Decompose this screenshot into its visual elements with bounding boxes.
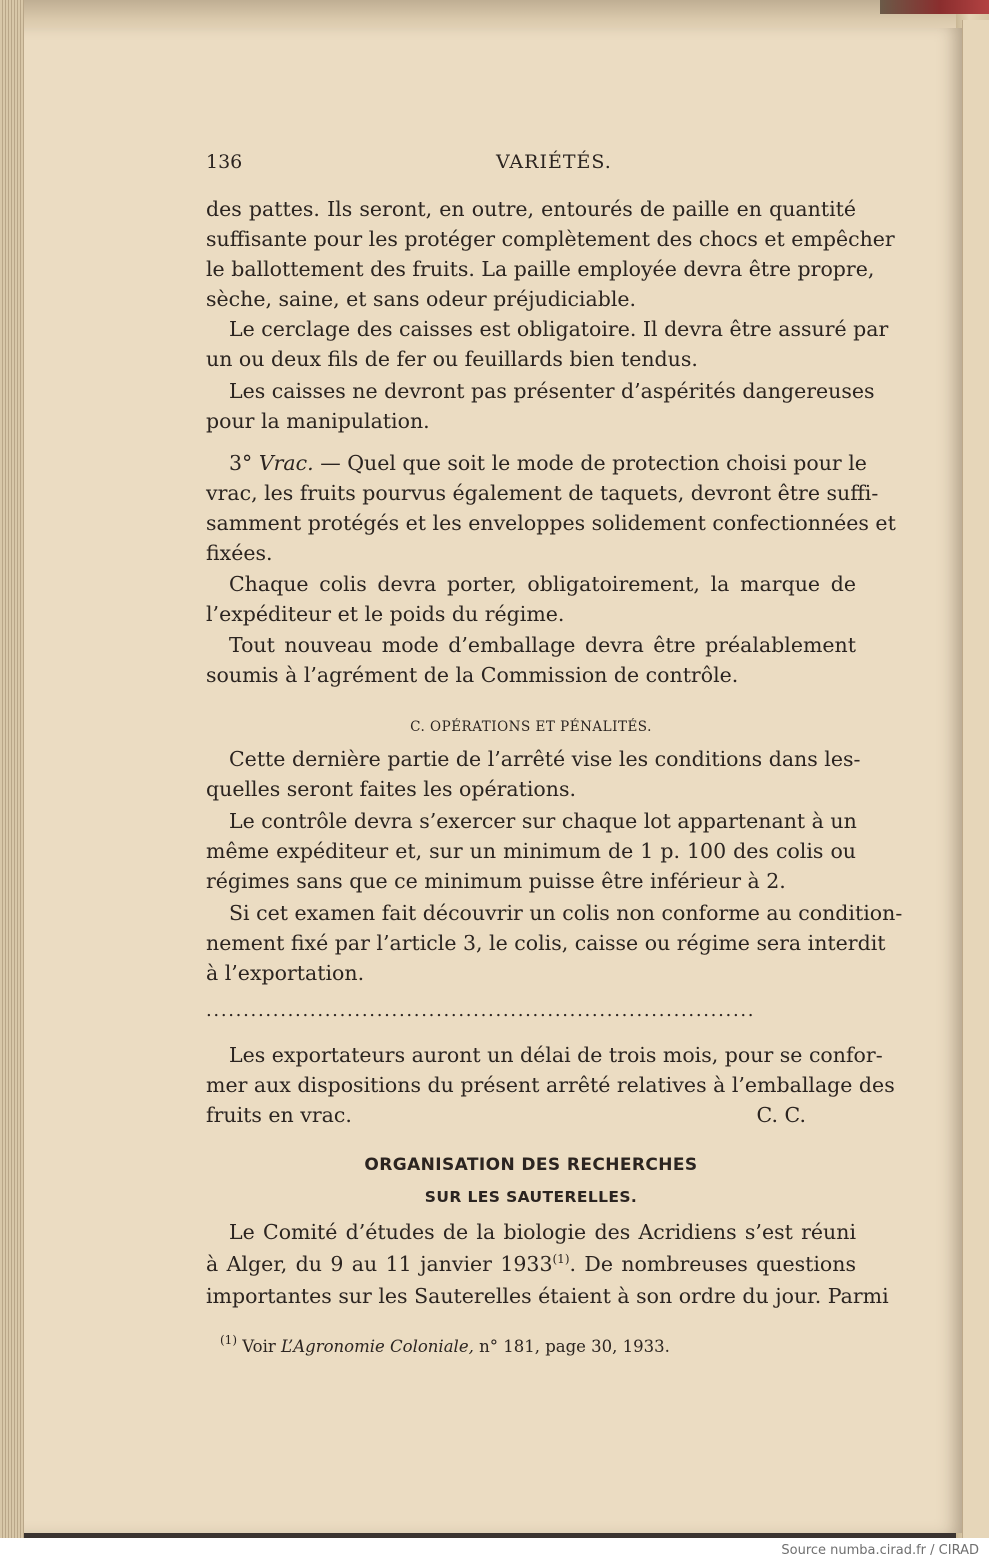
text-line: Les exportateurs auront un délai de trois mois, pour se confor-	[229, 1043, 883, 1067]
page-number: 136	[206, 151, 243, 173]
running-title: VARIÉTÉS.	[496, 151, 612, 173]
text-line	[206, 1249, 856, 1279]
article-subheading: SUR LES SAUTERELLES.	[424, 1188, 638, 1206]
running-header	[206, 151, 856, 181]
text-line: Le contrôle devra s’exercer sur chaque lot appartenant à un	[229, 809, 857, 833]
text-line	[229, 448, 867, 478]
text-line: Les caisses ne devront pas présenter d’aspérités dangereuses	[229, 379, 875, 403]
subsection-label: Vrac.	[258, 451, 314, 475]
text-line: vrac, les fruits pourvus également de taquets, devront être suffi-	[206, 481, 879, 505]
journal-title: L’Agronomie Coloniale,	[281, 1337, 474, 1356]
text-span: — Quel que soit le mode de protection choisi pour le	[320, 451, 867, 475]
text-line: à l’exportation.	[206, 961, 365, 985]
signature-initials: C. C.	[756, 1103, 806, 1127]
text-line: samment protégés et les enveloppes solidement confectionnées et	[206, 511, 896, 535]
text-span: fruits en vrac.	[206, 1103, 352, 1127]
text-line: Si cet examen fait découvrir un colis non conforme au condition-	[229, 901, 903, 925]
text-line: suffisante pour les protéger complètement des chocs et empêcher	[206, 227, 895, 251]
text-line: Chaque colis devra porter, obligatoirement, la marque de	[229, 572, 856, 596]
text-line: le ballottement des fruits. La paille employée devra être propre,	[206, 257, 875, 281]
text-line: soumis à l’agrément de la Commission de contrôle.	[206, 663, 739, 687]
text-span: à Alger, du 9 au 11 janvier 1933	[206, 1252, 553, 1276]
book-page-edges	[0, 0, 24, 1538]
list-number: 3°	[229, 451, 253, 475]
ellipsis-separator: ..........................................................................	[206, 1000, 756, 1021]
article-heading: ORGANISATION DES RECHERCHES	[364, 1155, 698, 1175]
text-line: nement fixé par l’article 3, le colis, caisse ou régime sera interdit	[206, 931, 886, 955]
footnote-reference: (1)	[552, 1252, 570, 1266]
text-line: un ou deux fils de fer ou feuillards bien tendus.	[206, 347, 698, 371]
text-span: . De nombreuses questions	[569, 1252, 856, 1276]
footnote-marker: (1)	[220, 1333, 237, 1347]
text-line: Cette dernière partie de l’arrêté vise les conditions dans les-	[229, 747, 861, 771]
text-line	[206, 1100, 856, 1130]
text-line: l’expéditeur et le poids du régime.	[206, 602, 565, 626]
text-line: mer aux dispositions du présent arrêté relatives à l’emballage des	[206, 1073, 895, 1097]
text-line: Tout nouveau mode d’emballage devra être préalablement	[229, 633, 856, 657]
book-cover-corner	[880, 0, 989, 14]
text-span: n° 181, page 30, 1933.	[479, 1337, 670, 1356]
text-line: Le cerclage des caisses est obligatoire. Il devra être assuré par	[229, 317, 889, 341]
text-line: pour la manipulation.	[206, 409, 430, 433]
text-span: Voir	[242, 1337, 276, 1356]
section-heading: C. OPÉRATIONS ET PÉNALITÉS.	[410, 719, 652, 735]
text-line: fixées.	[206, 541, 273, 565]
text-line: importantes sur les Sauterelles étaient à son ordre du jour. Parmi	[206, 1284, 889, 1308]
text-line: quelles seront faites les opérations.	[206, 777, 576, 801]
text-line: régimes sans que ce minimum puisse être inférieur à 2.	[206, 869, 786, 893]
text-line: même expéditeur et, sur un minimum de 1 p. 100 des colis ou	[206, 839, 856, 863]
text-line: sèche, saine, et sans odeur préjudiciable.	[206, 287, 637, 311]
facing-page-edge	[962, 20, 989, 1538]
text-line: Le Comité d’études de la biologie des Acridiens s’est réuni	[229, 1220, 856, 1244]
footnote	[220, 1332, 856, 1362]
source-credit: Source numba.cirad.fr / CIRAD	[781, 1543, 979, 1558]
text-line: des pattes. Ils seront, en outre, entourés de paille en quantité	[206, 197, 856, 221]
